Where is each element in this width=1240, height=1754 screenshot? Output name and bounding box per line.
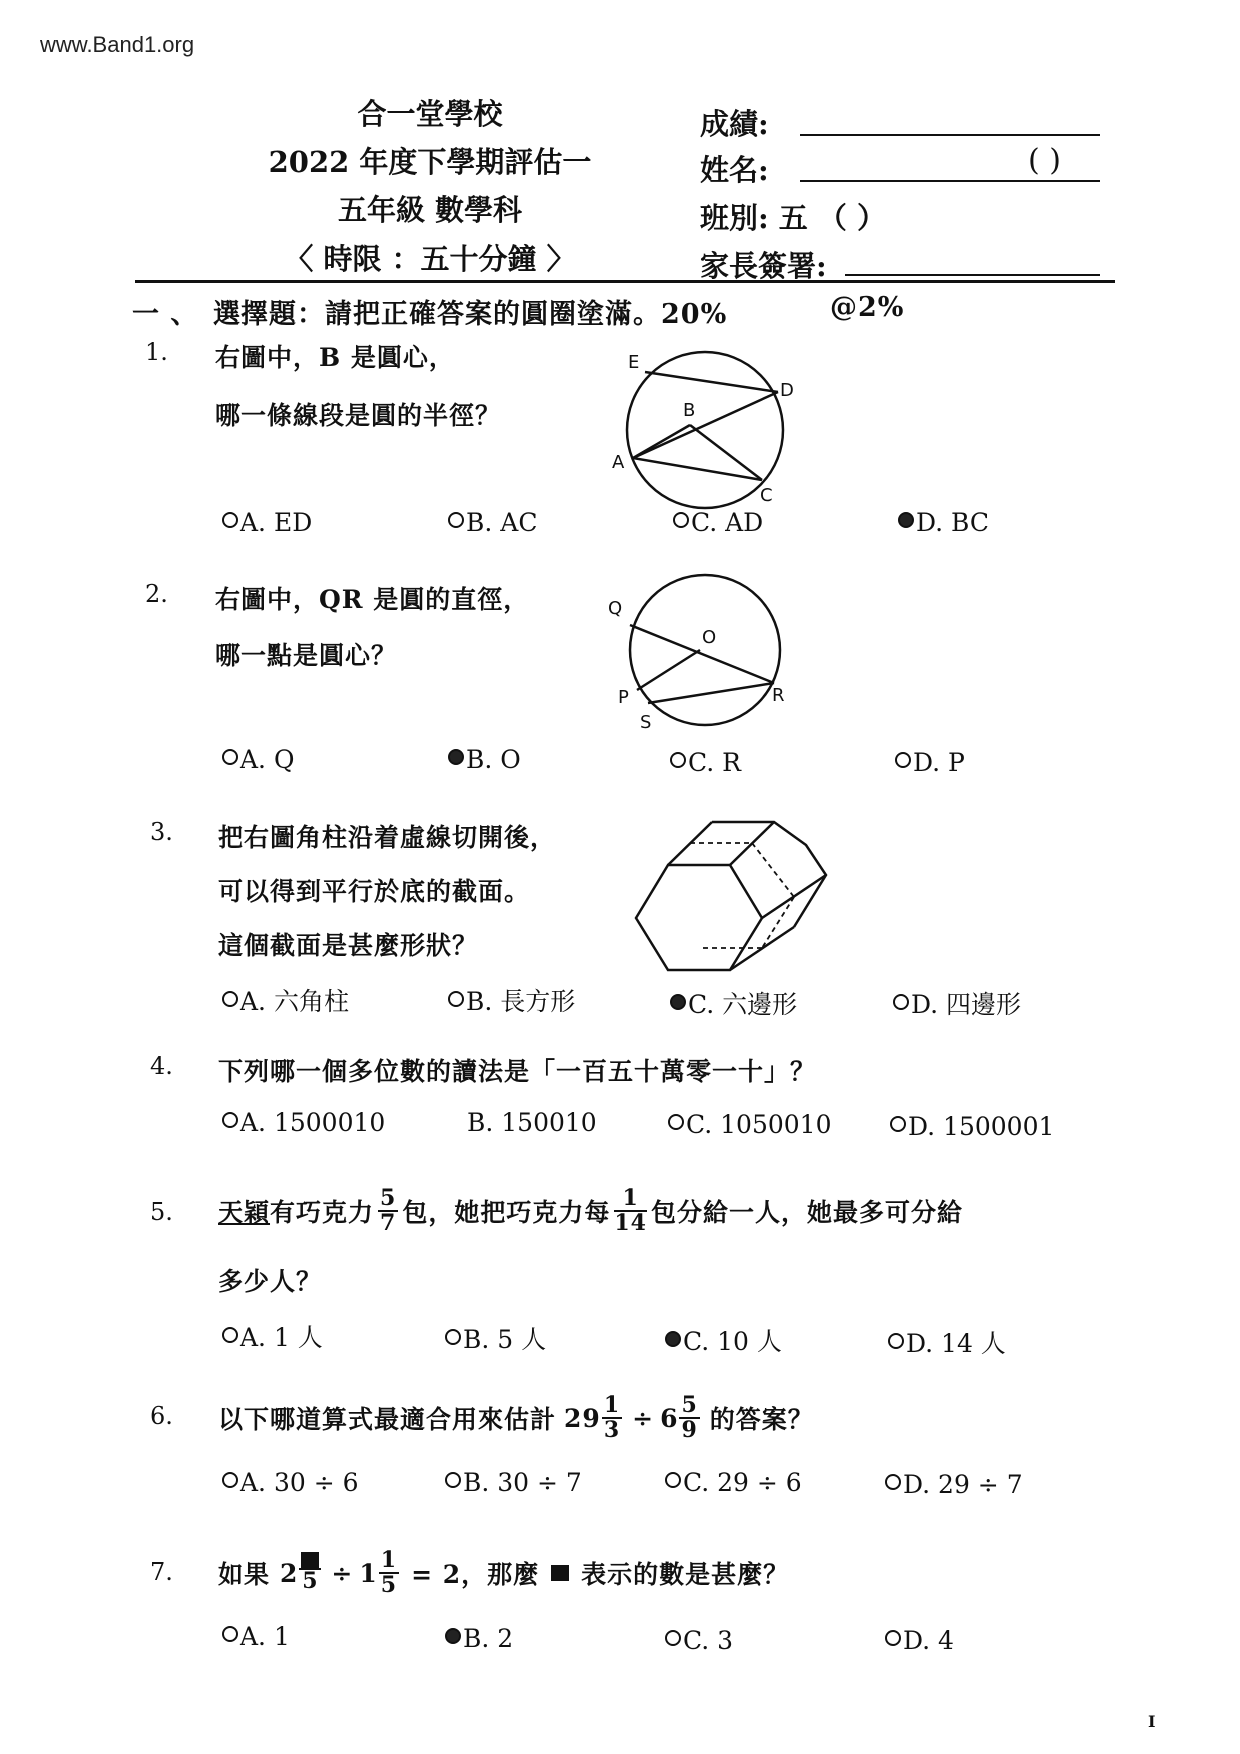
q3-option-a[interactable] — [222, 982, 349, 1018]
q3-line3: 這個截面是甚麼形狀？ — [218, 931, 479, 960]
q5-person-name: 天穎 — [218, 1198, 271, 1227]
q1-number: 1. — [145, 338, 168, 366]
q7-whole-1: 2 — [280, 1558, 299, 1588]
q1-option-a-bubble[interactable] — [222, 512, 238, 528]
q6-whole-1: 29 — [564, 1403, 601, 1433]
q1-option-c[interactable] — [673, 508, 763, 537]
q3-prism-front-face — [636, 865, 762, 970]
q7-black-square-reference — [551, 1565, 569, 1581]
q6-fraction-1-numerator: 1 — [603, 1391, 621, 1418]
q4-option-d-text: D. 1500001 — [908, 1112, 1055, 1141]
q2-circle-figure — [600, 570, 810, 740]
q6-divide-sign: ÷ — [632, 1403, 655, 1433]
site-watermark: www.Band1.org — [40, 32, 195, 57]
q1-segment-ed — [645, 372, 778, 392]
q4-option-c[interactable] — [668, 1110, 831, 1139]
q3-line2: 可以得到平行於底的截面。 — [218, 877, 531, 906]
q6-text-1: 以下哪道算式最適合用來估計 — [218, 1405, 557, 1434]
q7-divide-sign: ÷ — [331, 1558, 354, 1588]
q7-option-a[interactable] — [222, 1622, 290, 1651]
q6-option-c-bubble[interactable] — [665, 1472, 681, 1488]
time-limit: 〈 時限 ：五十分鐘 〉 — [284, 242, 576, 276]
q2-option-a-text: A. Q — [240, 745, 295, 774]
q5-option-a[interactable] — [222, 1318, 323, 1354]
q1-option-b-text: B. AC — [466, 508, 538, 537]
q1-option-d-bubble[interactable] — [898, 512, 914, 528]
q7-option-d-bubble[interactable] — [885, 1630, 901, 1646]
q2-line1: 右圖中，QR 是圓的直徑， — [215, 585, 530, 614]
q6-option-a-text: A. 30 ÷ 6 — [240, 1468, 359, 1497]
q5-text-2: 包，她把巧克力每 — [402, 1198, 611, 1227]
q4-option-d-bubble[interactable] — [890, 1116, 906, 1132]
q2-option-a[interactable] — [222, 745, 294, 774]
q3-option-b-text: B. 長方形 — [466, 987, 576, 1016]
q5-option-b-text: B. 5 人 — [463, 1325, 547, 1354]
q3-line1: 把右圖角柱沿着虛線切開後， — [218, 823, 557, 852]
q5-number: 5. — [150, 1198, 173, 1226]
q3-option-d-text: D. 四邊形 — [911, 990, 1022, 1019]
q7-option-c-text: C. 3 — [683, 1626, 734, 1655]
q1-line2: 哪一條線段是圓的半徑？ — [215, 401, 502, 430]
q7-option-b-bubble[interactable] — [445, 1628, 461, 1644]
q7-option-b[interactable] — [445, 1624, 513, 1653]
q5-fraction-1 — [378, 1184, 398, 1236]
q6-option-b-bubble[interactable] — [445, 1472, 461, 1488]
parent-signature-label: 家長簽署: — [700, 249, 827, 283]
q2-option-c-text: C. R — [688, 748, 741, 777]
q1-segment-ab — [633, 425, 690, 458]
q1-label-a: A — [612, 452, 625, 473]
q1-option-d[interactable] — [898, 508, 989, 537]
q5-fraction-1-denominator: 7 — [380, 1210, 397, 1236]
q7-option-d-text: D. 4 — [903, 1626, 954, 1655]
q6-line1 — [218, 1384, 814, 1452]
q1-segment-ad — [633, 392, 778, 458]
q7-line1 — [218, 1538, 789, 1608]
q5-option-a-text: A. 1 人 — [240, 1323, 323, 1352]
q2-option-b-text: B. O — [466, 745, 521, 774]
name-label: 姓名: — [700, 153, 769, 187]
q4-option-b-text: B. 150010 — [467, 1108, 597, 1137]
grade-subject: 五年級 數學科 — [337, 193, 523, 227]
q5-option-c-text: C. 10 人 — [683, 1327, 782, 1356]
q3-option-c-bubble[interactable] — [670, 994, 686, 1010]
q3-option-a-text: A. 六角柱 — [240, 987, 349, 1016]
q7-option-a-text: A. 1 — [240, 1622, 290, 1651]
section-marks: @2% — [830, 292, 905, 323]
q7-option-c[interactable] — [665, 1626, 733, 1655]
q2-option-b-bubble[interactable] — [448, 749, 464, 765]
q6-option-c[interactable] — [665, 1468, 802, 1497]
q6-number: 6. — [150, 1402, 173, 1430]
q2-segment-sr — [648, 683, 774, 703]
q3-option-c[interactable] — [670, 985, 797, 1021]
q7-fraction-2-denominator: 5 — [380, 1572, 398, 1598]
q1-line1: 右圖中，B 是圓心， — [215, 343, 455, 372]
header-divider — [135, 280, 1115, 283]
q1-option-d-text: D. BC — [916, 508, 990, 537]
q2-label-o: O — [702, 627, 717, 648]
q2-option-c[interactable] — [670, 748, 741, 777]
q3-option-d[interactable] — [893, 985, 1021, 1021]
q5-option-b-bubble[interactable] — [445, 1329, 461, 1345]
q7-whole-2: 1 — [359, 1558, 378, 1588]
q3-option-b-bubble[interactable] — [448, 991, 464, 1007]
q3-prism-edge-3 — [762, 875, 826, 918]
section-title: 選擇題：請把正確答案的圓圈塗滿。20% — [213, 299, 728, 330]
q5-option-a-bubble[interactable] — [222, 1327, 238, 1343]
q6-fraction-1 — [602, 1391, 622, 1443]
q4-option-d[interactable] — [890, 1112, 1054, 1141]
q2-option-d-text: D. P — [913, 748, 965, 777]
q4-option-c-text: C. 1050010 — [686, 1110, 832, 1139]
q5-option-c-bubble[interactable] — [665, 1331, 681, 1347]
q7-option-c-bubble[interactable] — [665, 1630, 681, 1646]
q2-option-a-bubble[interactable] — [222, 749, 238, 765]
q1-label-e: E — [628, 352, 640, 373]
q1-option-c-bubble[interactable] — [673, 512, 689, 528]
q6-whole-2: 6 — [660, 1403, 679, 1433]
q6-option-d[interactable] — [885, 1470, 1023, 1499]
score-field[interactable] — [800, 134, 1100, 136]
q7-fraction-1-denominator: 5 — [302, 1568, 319, 1595]
q4-line1: 下列哪一個多位數的讀法是「一百五十萬零一十」？ — [218, 1057, 817, 1086]
school-name: 合一堂學校 — [357, 97, 503, 131]
q4-number: 4. — [150, 1052, 173, 1080]
q6-option-a-bubble[interactable] — [222, 1472, 238, 1488]
class-label: 班別: 五 （ ） — [700, 201, 886, 235]
q2-label-q: Q — [608, 598, 623, 619]
q3-option-a-bubble[interactable] — [222, 991, 238, 1007]
q5-fraction-2 — [614, 1184, 647, 1236]
q2-label-p: P — [618, 687, 629, 708]
q3-option-d-bubble[interactable] — [893, 994, 909, 1010]
q1-segment-bc — [690, 425, 762, 480]
q2-label-r: R — [772, 685, 785, 706]
q7-text-2: = 2，那麼 — [411, 1560, 540, 1589]
q1-segment-ac — [633, 458, 762, 480]
q7-number: 7. — [150, 1558, 173, 1586]
q5-option-d-text: D. 14 人 — [906, 1329, 1006, 1358]
q5-option-d-bubble[interactable] — [888, 1333, 904, 1349]
q1-label-c: C — [760, 485, 773, 506]
q6-fraction-2 — [679, 1391, 699, 1443]
q3-cut-line-2 — [752, 843, 794, 897]
q2-option-b[interactable] — [448, 745, 521, 774]
q7-fraction-2-numerator: 1 — [380, 1546, 398, 1573]
parent-signature-field[interactable] — [845, 274, 1100, 276]
q6-option-d-bubble[interactable] — [885, 1474, 901, 1490]
q5-option-d[interactable] — [888, 1324, 1006, 1360]
q2-option-c-bubble[interactable] — [670, 752, 686, 768]
score-label: 成績: — [700, 107, 769, 141]
q7-option-d[interactable] — [885, 1626, 954, 1655]
q1-label-b: B — [683, 400, 696, 421]
q6-option-b[interactable] — [445, 1468, 582, 1497]
q3-prism-figure — [630, 810, 840, 975]
q7-fraction-1 — [299, 1552, 321, 1593]
q3-prism-back-outline — [712, 822, 826, 927]
q5-line2: 多少人？ — [218, 1267, 323, 1296]
q5-option-c[interactable] — [665, 1322, 782, 1358]
section-number: 一 、 — [132, 299, 199, 330]
q3-number: 3. — [150, 818, 173, 846]
class-number-paren: ( ) — [1028, 143, 1061, 178]
q7-option-b-text: B. 2 — [463, 1624, 514, 1653]
q5-fraction-1-numerator: 5 — [380, 1184, 397, 1211]
q1-option-a[interactable] — [222, 508, 312, 537]
q4-option-a[interactable] — [222, 1108, 385, 1137]
q3-cut-lines — [690, 843, 794, 948]
q4-option-a-text: A. 1500010 — [240, 1108, 386, 1137]
q1-option-a-text: A. ED — [240, 508, 313, 537]
q7-text-3: 表示的數是甚麼？ — [581, 1560, 790, 1589]
q3-option-c-text: C. 六邊形 — [688, 990, 798, 1019]
name-field[interactable] — [800, 180, 1100, 182]
q5-fraction-2-denominator: 14 — [614, 1210, 647, 1236]
q4-option-b[interactable] — [465, 1108, 597, 1137]
q2-option-d[interactable] — [895, 748, 965, 777]
q2-segment-op — [637, 650, 700, 690]
q5-line1 — [218, 1176, 963, 1246]
q6-fraction-2-denominator: 9 — [681, 1417, 698, 1443]
q3-cut-line-3 — [762, 897, 794, 948]
q6-option-d-text: D. 29 ÷ 7 — [903, 1470, 1023, 1499]
q1-option-b-bubble[interactable] — [448, 512, 464, 528]
q1-option-b[interactable] — [448, 508, 537, 537]
q7-fraction-2 — [379, 1546, 399, 1598]
q1-circle-figure — [600, 345, 810, 515]
q7-text-1: 如果 — [218, 1560, 271, 1589]
q5-text-1: 有巧克力 — [270, 1198, 375, 1227]
q6-fraction-2-numerator: 5 — [681, 1391, 698, 1418]
page-mark: I — [1148, 1712, 1156, 1731]
q2-option-d-bubble[interactable] — [895, 752, 911, 768]
q2-line2: 哪一點是圓心？ — [215, 641, 398, 670]
q1-option-c-text: C. AD — [691, 508, 764, 537]
q7-option-a-bubble[interactable] — [222, 1626, 238, 1642]
q6-option-b-text: B. 30 ÷ 7 — [463, 1468, 582, 1497]
q6-option-a[interactable] — [222, 1468, 359, 1497]
q6-option-c-text: C. 29 ÷ 6 — [683, 1468, 802, 1497]
q5-text-3: 包分給一人，她最多可分給 — [650, 1198, 963, 1227]
q4-option-a-bubble[interactable] — [222, 1112, 238, 1128]
term-title: 2022 年度下學期評估一 — [268, 145, 592, 179]
q5-fraction-2-numerator: 1 — [614, 1187, 647, 1212]
q4-option-c-bubble[interactable] — [668, 1114, 684, 1130]
q5-option-b[interactable] — [445, 1320, 546, 1356]
q2-number: 2. — [145, 580, 168, 608]
q6-text-2: 的答案？ — [709, 1405, 814, 1434]
q3-option-b[interactable] — [448, 982, 575, 1018]
q2-label-s: S — [640, 712, 652, 733]
q6-fraction-1-denominator: 3 — [603, 1417, 621, 1443]
q1-label-d: D — [780, 380, 794, 401]
q7-black-square — [301, 1552, 319, 1568]
